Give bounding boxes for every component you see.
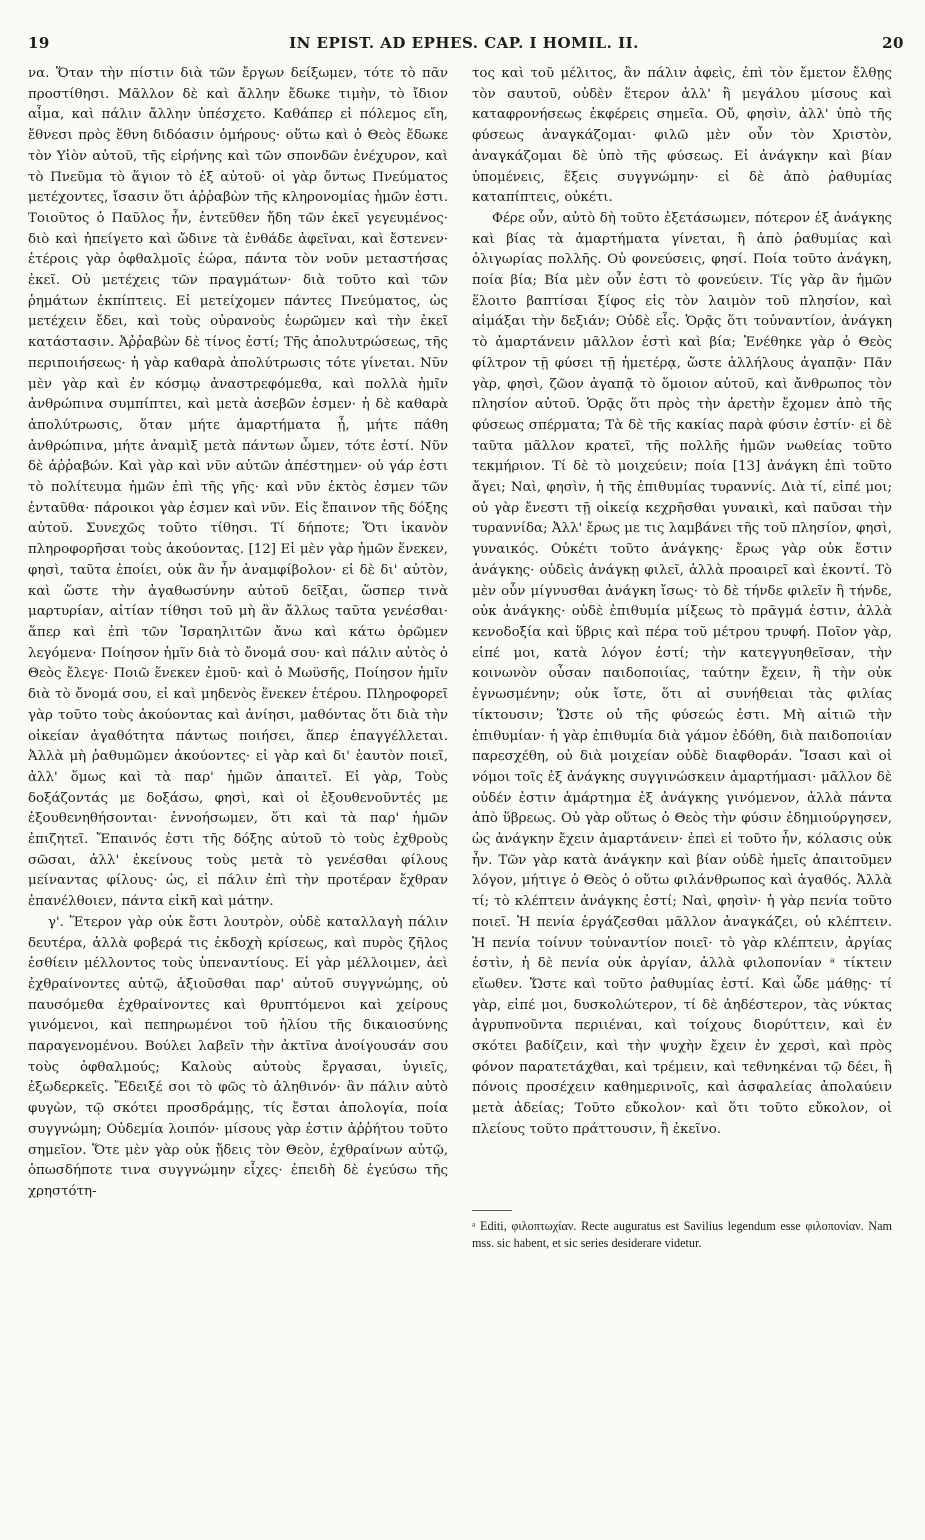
running-header <box>24 34 904 58</box>
left-paragraph-1: να. Ὅταν τὴν πίστιν διὰ τῶν ἔργων δείξωμεν, τότε τὸ πᾶν προστίθησι. Μᾶλλον δὲ καὶ ἄλλην ἔδωκε τιμὴν, τὸ ἴδιον αἷμα, καὶ πάλιν ἄλλην ὑπέσχετο. Καθάπερ εἰ πόλεμος εἴη, ἔθνεσι πρὸς ἔθνη διδόασιν ὁμήρους· οὕτω καὶ ὁ Θεὸς ἔδωκε τὸν Υἱὸν αὐτοῦ, τῆς εἰρήνης καὶ τῶν σπονδῶν ἐνέχυρον, καὶ τὸ Πνεῦμα τὸ ἅγιον τὸ ἐξ αὐτοῦ· οἱ γὰρ ὄντως Πνεύματος μετέχοντες, ἴσασιν ὅτι ἀῤῥαβὼν τῆς κληρονομίας ἡμῶν ἐστι. Τοιοῦτος ὁ Παῦλος ἦν, ἐντεῦθεν ἤδη τῶν ἐκεῖ γεγευμένος· διὸ καὶ ἠπείγετο καὶ ὤδινε τὰ ἐνθάδε ἀφεῖναι, καὶ ἔστενεν· ἑτέροις γὰρ ὀφθαλμοῖς ἑώρα, πάντα τὸν νοῦν μεταστήσας ἐκεῖ. Οὐ μετέχεις τῶν πραγμάτων· διὰ τοῦτο καὶ τῶν ῥημάτων ἐκπίπτεις. Εἰ μετείχομεν πάντες Πνεύματος, ὡς μετέχειν ἔδει, καὶ τοὺς οὐρανοὺς ἑωρῶμεν καὶ τὴν ἐκεῖ κατάστασιν. Ἀῤῥαβὼν δὲ τίνος ἐστί; Τῆς ἀπολυτρώσεως, τῆς περιποιήσεως· ἡ γὰρ καθαρὰ ἀπολύτρωσις τότε γίνεται. Νῦν μὲν γὰρ καὶ ἐν κόσμῳ ἀναστρεφόμεθα, καὶ πολλὰ ἡμῖν ἀνθρώπινα συμπίπτει, καὶ μετὰ ἀσεβῶν ἐσμεν· ἡ δὲ καθαρὰ ἀπολύτρωσις, ὅταν μήτε ἁμαρτήματα ᾖ, μήτε πάθη ἀνθρώπινα, μήτε ἀναμὶξ μετὰ πάντων ὦμεν, τότε ἐστί. Νῦν δὲ ἀῤῥαβών. Καὶ γὰρ καὶ νῦν αὐτῶν ἀπέστημεν· οὐ γάρ ἐστι τὸ πολίτευμα ἡμῶν ἐπὶ τῆς γῆς· καὶ νῦν ἐκτὸς ἐσμεν τῶν ἐνταῦθα· πάροικοι γὰρ ἐσμεν καὶ νῦν. Εἰς ἔπαινον τῆς δόξης αὐτοῦ. Συνεχῶς τοῦτο τίθησι. Τί δήποτε; Ὅτι ἱκανὸν πληροφορῆσαι τοὺς ἀκούοντας. [12] Εἰ μὲν γὰρ ἡμῶν ἕνεκεν, φησὶ, ταῦτα ἐποίει, οὐκ ἂν ἦν ἀναμφίβολον· εἰ δὲ δι' αὐτὸν, καὶ ὥστε τὴν ἀγαθωσύνην αὐτοῦ δεῖξαι, ὥσπερ τινὰ μαρτυρίαν, αἰτίαν τίθησι τοῦ μὴ ἂν ἄλλως ταῦτα γενέσθαι· ἅπερ καὶ ἐπὶ τῶν Ἰσραηλιτῶν ἄνω καὶ κάτω ὁρῶμεν λεγόμενα· Ποίησον ἡμῖν διὰ τὸ ὄνομά σου· καὶ πάλιν αὐτὸς ὁ Θεὸς ἔλεγε· Ποιῶ ἕνεκεν ἐμοῦ· καὶ ὁ Μωϋσῆς, Ποίησον ἡμῖν διὰ τὸ ὄνομά σου, εἰ καὶ μηδενὸς ἕνεκεν ἑτέρου. Πληροφορεῖ γὰρ τοῦτο τοὺς ἀκούοντας καὶ ἀνίησι, μαθόντας ὅτι διὰ τὴν οἰκείαν ἀγαθότητα πάντως ποιήσει, ἅπερ ἐπαγγέλλεται. Ἀλλὰ μὴ ῥαθυμῶμεν ἀκούοντες· εἰ γὰρ καὶ δι' ἑαυτὸν ποιεῖ, ἀλλ' ὅμως καὶ τὰ παρ' ἡμῶν ἀπαιτεῖ. Εἰ γὰρ, Τοὺς δοξάζοντάς με δοξάσω, φησὶ, καὶ οἱ ἐξουθενοῦντές με ἐξουθενηθήσονται· ἐννοήσωμεν, ὅτι καὶ τὰ παρ' ἡμῶν ἐπιζητεῖ. Ἔπαινός ἐστι τῆς δόξης αὐτοῦ τὸ τοὺς ἐχθροὺς σῶσαι, ἀλλ' ἐκείνους τοὺς μετὰ τὸ γενέσθαι φίλους μείναντας φίλους· ὡς, εἰ πάλιν ἐπὶ τὴν προτέραν ἔχθραν ἐπανέλθοιεν, πάντα εἰκῆ καὶ μάτην. <box>28 66 448 910</box>
left-column <box>28 64 448 1529</box>
page-number-right: 20 <box>882 34 904 52</box>
running-title: IN EPIST. AD EPHES. CAP. I HOMIL. II. <box>289 34 639 52</box>
right-paragraph-2: Φέρε οὖν, αὐτὸ δὴ τοῦτο ἐξετάσωμεν, πότερον ἐξ ἀνάγκης καὶ βίας τὰ ἁμαρτήματα γίνεται, ἢ ἀπὸ ῥαθυμίας καὶ ὀλιγωρίας πολλῆς. Οὐ φονεύσεις, φησί. Ποία τοῦτο ἀνάγκη, ποία βία; Βία μὲν οὖν ἐστι τὸ φονεύειν. Τίς γὰρ ἂν ἡμῶν ἕλοιτο βαπτίσαι ξίφος εἰς τὸν λαιμὸν τοῦ πλησίον, καὶ αἱμάξαι τὴν δεξιάν; Οὐδὲ εἷς. Ὁρᾷς ὅτι τοὐναντίον, ἀνάγκη τὸ ἁμαρτάνειν μᾶλλον ἐστὶ καὶ βία; Ἐνέθηκε γὰρ ὁ Θεὸς φίλτρον τῇ φύσει τῇ ἡμετέρᾳ, ὥστε ἀλλήλους ἀγαπᾷν· Πᾶν γὰρ, φησὶ, ζῶον ἀγαπᾷ τὸ ὅμοιον αὐτοῦ, καὶ ἄνθρωπος τὸν πλησίον αὐτοῦ. Ὁρᾷς ὅτι πρὸς τὴν ἀρετὴν ἔχομεν ἀπὸ τῆς φύσεως σπέρματα; Τὰ δὲ τῆς κακίας παρὰ φύσιν ἐστίν· εἰ δὲ ταῦτα μᾶλλον κρατεῖ, τῆς πολλῆς ἡμῶν νωθείας τοῦτο τεκμήριον. Τί δὲ τὸ μοιχεύειν; ποία [13] ἀνάγκη ἐπὶ τοῦτο ἄγει; Ναὶ, φησὶν, ἡ τῆς ἐπιθυμίας τυραννίς. Διὰ τί, εἰπέ μοι; οὐ γὰρ ἔνεστι τῇ οἰκείᾳ κεχρῆσθαι γυναικὶ, καὶ παῦσαι τὴν τυραννίδα; Ἀλλ' ἔρως με τις λαμβάνει τῆς τοῦ πλησίον, φησὶ, γυναικός. Οὐκέτι τοῦτο ἀνάγκης· ἔρως γὰρ οὐκ ἔστιν ἀνάγκης· οὐδεὶς ἀνάγκῃ φιλεῖ, ἀλλὰ προαιρεῖ καὶ ἑκοντί. Τὸ μὲν οὖν μίγνυσθαι ἀνάγκη ἴσως· τὸ δὲ τήνδε φιλεῖν ἢ τήνδε, οὐκ ἀνάγκης· οὐδὲ ἐπιθυμία μίξεως τὸ πρᾶγμά ἐστιν, ἀλλὰ κενοδοξία καὶ ὕβρις καὶ πέρα τοῦ μέτρου τρυφή. Ποῖον γὰρ, εἰπέ μοι, κατὰ λόγον ἐστί; τὴν κατεγγυηθεῖσαν, τὴν κοινωνὸν οὖσαν παιδοποιίας, ταύτην ἔχειν, ἢ τὴν οὐκ ἐγνωσμένην; οὐκ ἴστε, ὅτι αἱ συνήθειαι τὰς φιλίας τίκτουσιν; Ὥστε οὐ τῆς φύσεώς ἐστι. Μὴ αἰτιῶ τὴν ἐπιθυμίαν· ἡ γὰρ ἐπιθυμία διὰ γάμον ἐδόθη, διὰ παιδοποιίαν παρεσχέθη, οὐ διὰ μοιχείαν οὐδὲ διαφθοράν. Ἴσασι καὶ οἱ νόμοι τοῖς ἐξ ἀνάγκης συγγινώσκειν ἁμαρτήμασι· μᾶλλον δὲ οὐδέν ἐστιν ἁμάρτημα ἐξ ἀνάγκης γινόμενον, ἀλλὰ πάντα ἀπὸ ὕβρεως. Οὐ γὰρ οὕτως ὁ Θεὸς τὴν φύσιν ἐδημιούργησεν, ὡς ἀνάγκην ἔχειν ἁμαρτάνειν· ἐπεὶ εἰ τοῦτο ἦν, κόλασις οὐκ ἦν. Τῶν γὰρ κατὰ ἀνάγκην καὶ βίαν οὐδὲ ἡμεῖς ἀπαιτοῦμεν λόγον, μήτιγε ὁ Θεὸς ὁ οὕτω φιλάνθρωπος καὶ ἀγαθός. Ἀλλὰ τί; τὸ κλέπτειν ἀνάγκης ἐστί; Ναὶ, φησὶν· ἡ γὰρ πενία τοῦτο ποιεῖ. Ἡ πενία ἐργάζεσθαι μᾶλλον ἀναγκάζει, οὐ κλέπτειν. Ἡ πενία τοίνυν τοὐναντίον ποιεῖ· τὸ γὰρ κλέπτειν, ἀργίας ἐστὶν, ἡ δὲ πενία οὐκ ἀργίαν, ἀλλὰ φιλοπονίαν ᵃ τίκτειν εἴωθεν. Ὥστε καὶ τοῦτο ῥαθυμίας ἐστί. Καὶ ὧδε μάθῃς· τί γὰρ, εἰπέ μοι, δυσκολώτερον, τί δὲ ἀηδέστερον, τὰς νύκτας ἀγρυπνοῦντα περιιέναι, καὶ τοίχους διορύττειν, καὶ ἐν σκότει βαδίζειν, καὶ τὴν ψυχὴν ἔχειν ἐν χερσὶ, καὶ πρὸς φόνον παρατετάχθαι, καὶ τρέμειν, καὶ τεθνηκέναι τῷ δέει, ἢ πόνοις προσέχειν καθημερινοῖς, καὶ ἀσφαλείας ἀπολαύειν μετὰ ἀδείας; Τοῦτο εὔκολον· καὶ ὅτι τοῦτο εὔκολον, οἱ πλείους τοῦτο πράττουσιν, ἢ ἐκεῖνο. <box>472 210 892 1137</box>
page-number-left: 19 <box>28 34 50 52</box>
left-paragraph-2: γ'. Ἕτερον γὰρ οὐκ ἔστι λουτρὸν, οὐδὲ καταλλαγὴ πάλιν δευτέρα, ἀλλὰ φοβερά τις ἐκδοχὴ κρίσεως, καὶ πυρὸς ζῆλος ἐσθίειν μέλλοντος τοὺς ὑπεναντίους. Εἰ γὰρ μέλλοιμεν, ἀεὶ ἐχθραίνοντες αὐτῷ, ἀξιοῦσθαι παρ' αὐτοῦ συγγνώμης, οὐ παυσόμεθα ἐχθραίνοντες καὶ θρυπτόμενοι καὶ χείρους γινόμενοι, καὶ πεπηρωμένοι τοῦ ἡλίου τῆς δικαιοσύνης παραγενομένου. Βούλει λαβεῖν τὴν ἀκτῖνα ἀνοίγουσάν σου τοὺς ὀφθαλμούς; Καλοὺς αὐτοὺς ἔργασαι, ὑγιεῖς, ἐξωδερκεῖς. Ἔδειξέ σοι τὸ φῶς τὸ ἀληθινόν· ἂν πάλιν αὐτὸ φυγὼν, τῷ σκότει προσδράμῃς, τίς ἔσται ἀπολογία, ποία συγγνώμη; Οὐδεμία λοιπόν· μίσους γὰρ ἐστιν ἀῤῥήτου τοῦτο σημεῖον. Ὅτε μὲν γὰρ οὐκ ᾔδεις τὸν Θεὸν, ἐχθραίνων αὐτῷ, ὁπωσδήποτε τινα συγγνώμην εἶχες· ἐπειδὴ δὲ ἐγεύσω τῆς χρηστότη- <box>28 914 448 1199</box>
footnote-rule <box>472 1210 512 1211</box>
footnote: ᵃ Editi, φιλοπτωχίαν. Recte auguratus est Savilius legendum esse φιλοπονίαν. Nam mss. sic habent, et sic series desiderare videtur. <box>472 1219 892 1250</box>
right-paragraph-1: τος καὶ τοῦ μέλιτος, ἂν πάλιν ἀφεὶς, ἐπὶ τὸν ἔμετον ἔλθῃς τὸν σαυτοῦ, οὐδὲν ἕτερον ἀλλ' ἢ μεγάλου μίσους καὶ καταφρονήσεως ἐκφέρεις σημεῖα. Οὔ, φησὶν, ἀλλ' ὑπὸ τῆς φύσεως ἀναγκάζομαι· φιλῶ μὲν οὖν τὸν Χριστὸν, ἀναγκάζομαι δὲ ὑπὸ τῆς φύσεως. Εἰ ἀνάγκην καὶ βίαν ὑπομένεις, ἕξεις συγγνώμην· εἰ δὲ ἀπὸ ῥαθυμίας καταπίπτεις, οὐκέτι. <box>472 66 892 206</box>
right-column <box>472 64 892 1194</box>
